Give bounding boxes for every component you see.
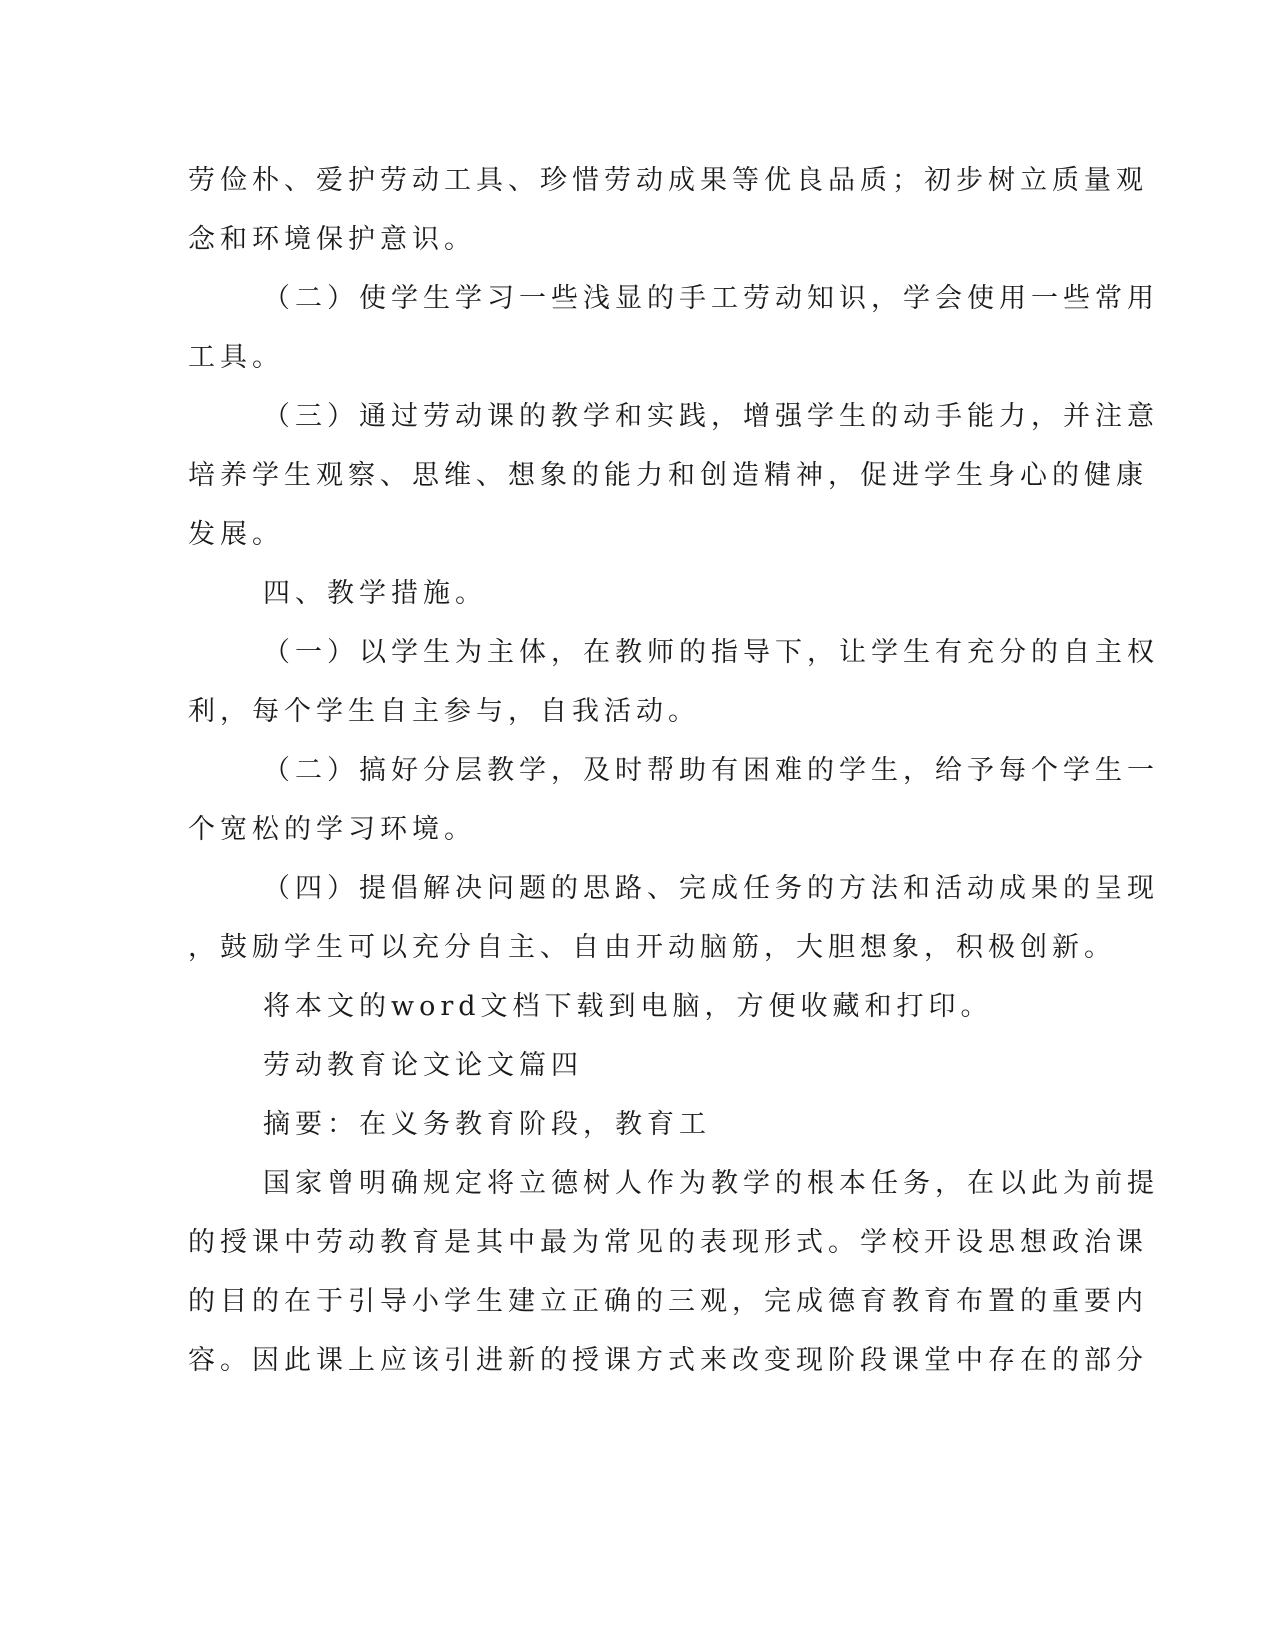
paragraph-line: 个宽松的学习环境。 bbox=[188, 814, 476, 845]
paragraph-line: 培养学生观察、思维、想象的能力和创造精神，促进学生身心的健康 bbox=[188, 460, 1148, 491]
paragraph-line: 的目的在于引导小学生建立正确的三观，完成德育教育布置的重要内 bbox=[188, 1286, 1148, 1317]
paragraph-line: 国家曾明确规定将立德树人作为教学的根本任务，在以此为前提 bbox=[263, 1168, 1159, 1199]
paragraph-line: 念和环境保护意识。 bbox=[188, 224, 476, 255]
download-note: 将本文的word文档下载到电脑，方便收藏和打印。 bbox=[263, 991, 993, 1022]
paragraph-line: 发展。 bbox=[188, 519, 284, 550]
paragraph-line: ，鼓励学生可以充分自主、自由开动脑筋，大胆想象，积极创新。 bbox=[188, 932, 1116, 963]
paragraph-line: （一）以学生为主体，在教师的指导下，让学生有充分的自主权 bbox=[263, 637, 1159, 668]
article-title: 劳动教育论文论文篇四 bbox=[263, 1050, 583, 1081]
paragraph-line: 工具。 bbox=[188, 342, 284, 373]
abstract-line: 摘要：在义务教育阶段，教育工 bbox=[263, 1109, 711, 1140]
paragraph-line: 利，每个学生自主参与，自我活动。 bbox=[188, 696, 700, 727]
paragraph-line: 的授课中劳动教育是其中最为常见的表现形式。学校开设思想政治课 bbox=[188, 1227, 1148, 1258]
paragraph-line: （二）使学生学习一些浅显的手工劳动知识，学会使用一些常用 bbox=[263, 283, 1159, 314]
paragraph-line: （三）通过劳动课的教学和实践，增强学生的动手能力，并注意 bbox=[263, 401, 1159, 432]
paragraph-line: （四）提倡解决问题的思路、完成任务的方法和活动成果的呈现 bbox=[263, 873, 1159, 904]
paragraph-line: （二）搞好分层教学，及时帮助有困难的学生，给予每个学生一 bbox=[263, 755, 1159, 786]
section-heading: 四、教学措施。 bbox=[263, 578, 487, 609]
paragraph-line: 容。因此课上应该引进新的授课方式来改变现阶段课堂中存在的部分 bbox=[188, 1345, 1148, 1376]
paragraph-line: 劳俭朴、爱护劳动工具、珍惜劳动成果等优良品质；初步树立质量观 bbox=[188, 165, 1148, 196]
